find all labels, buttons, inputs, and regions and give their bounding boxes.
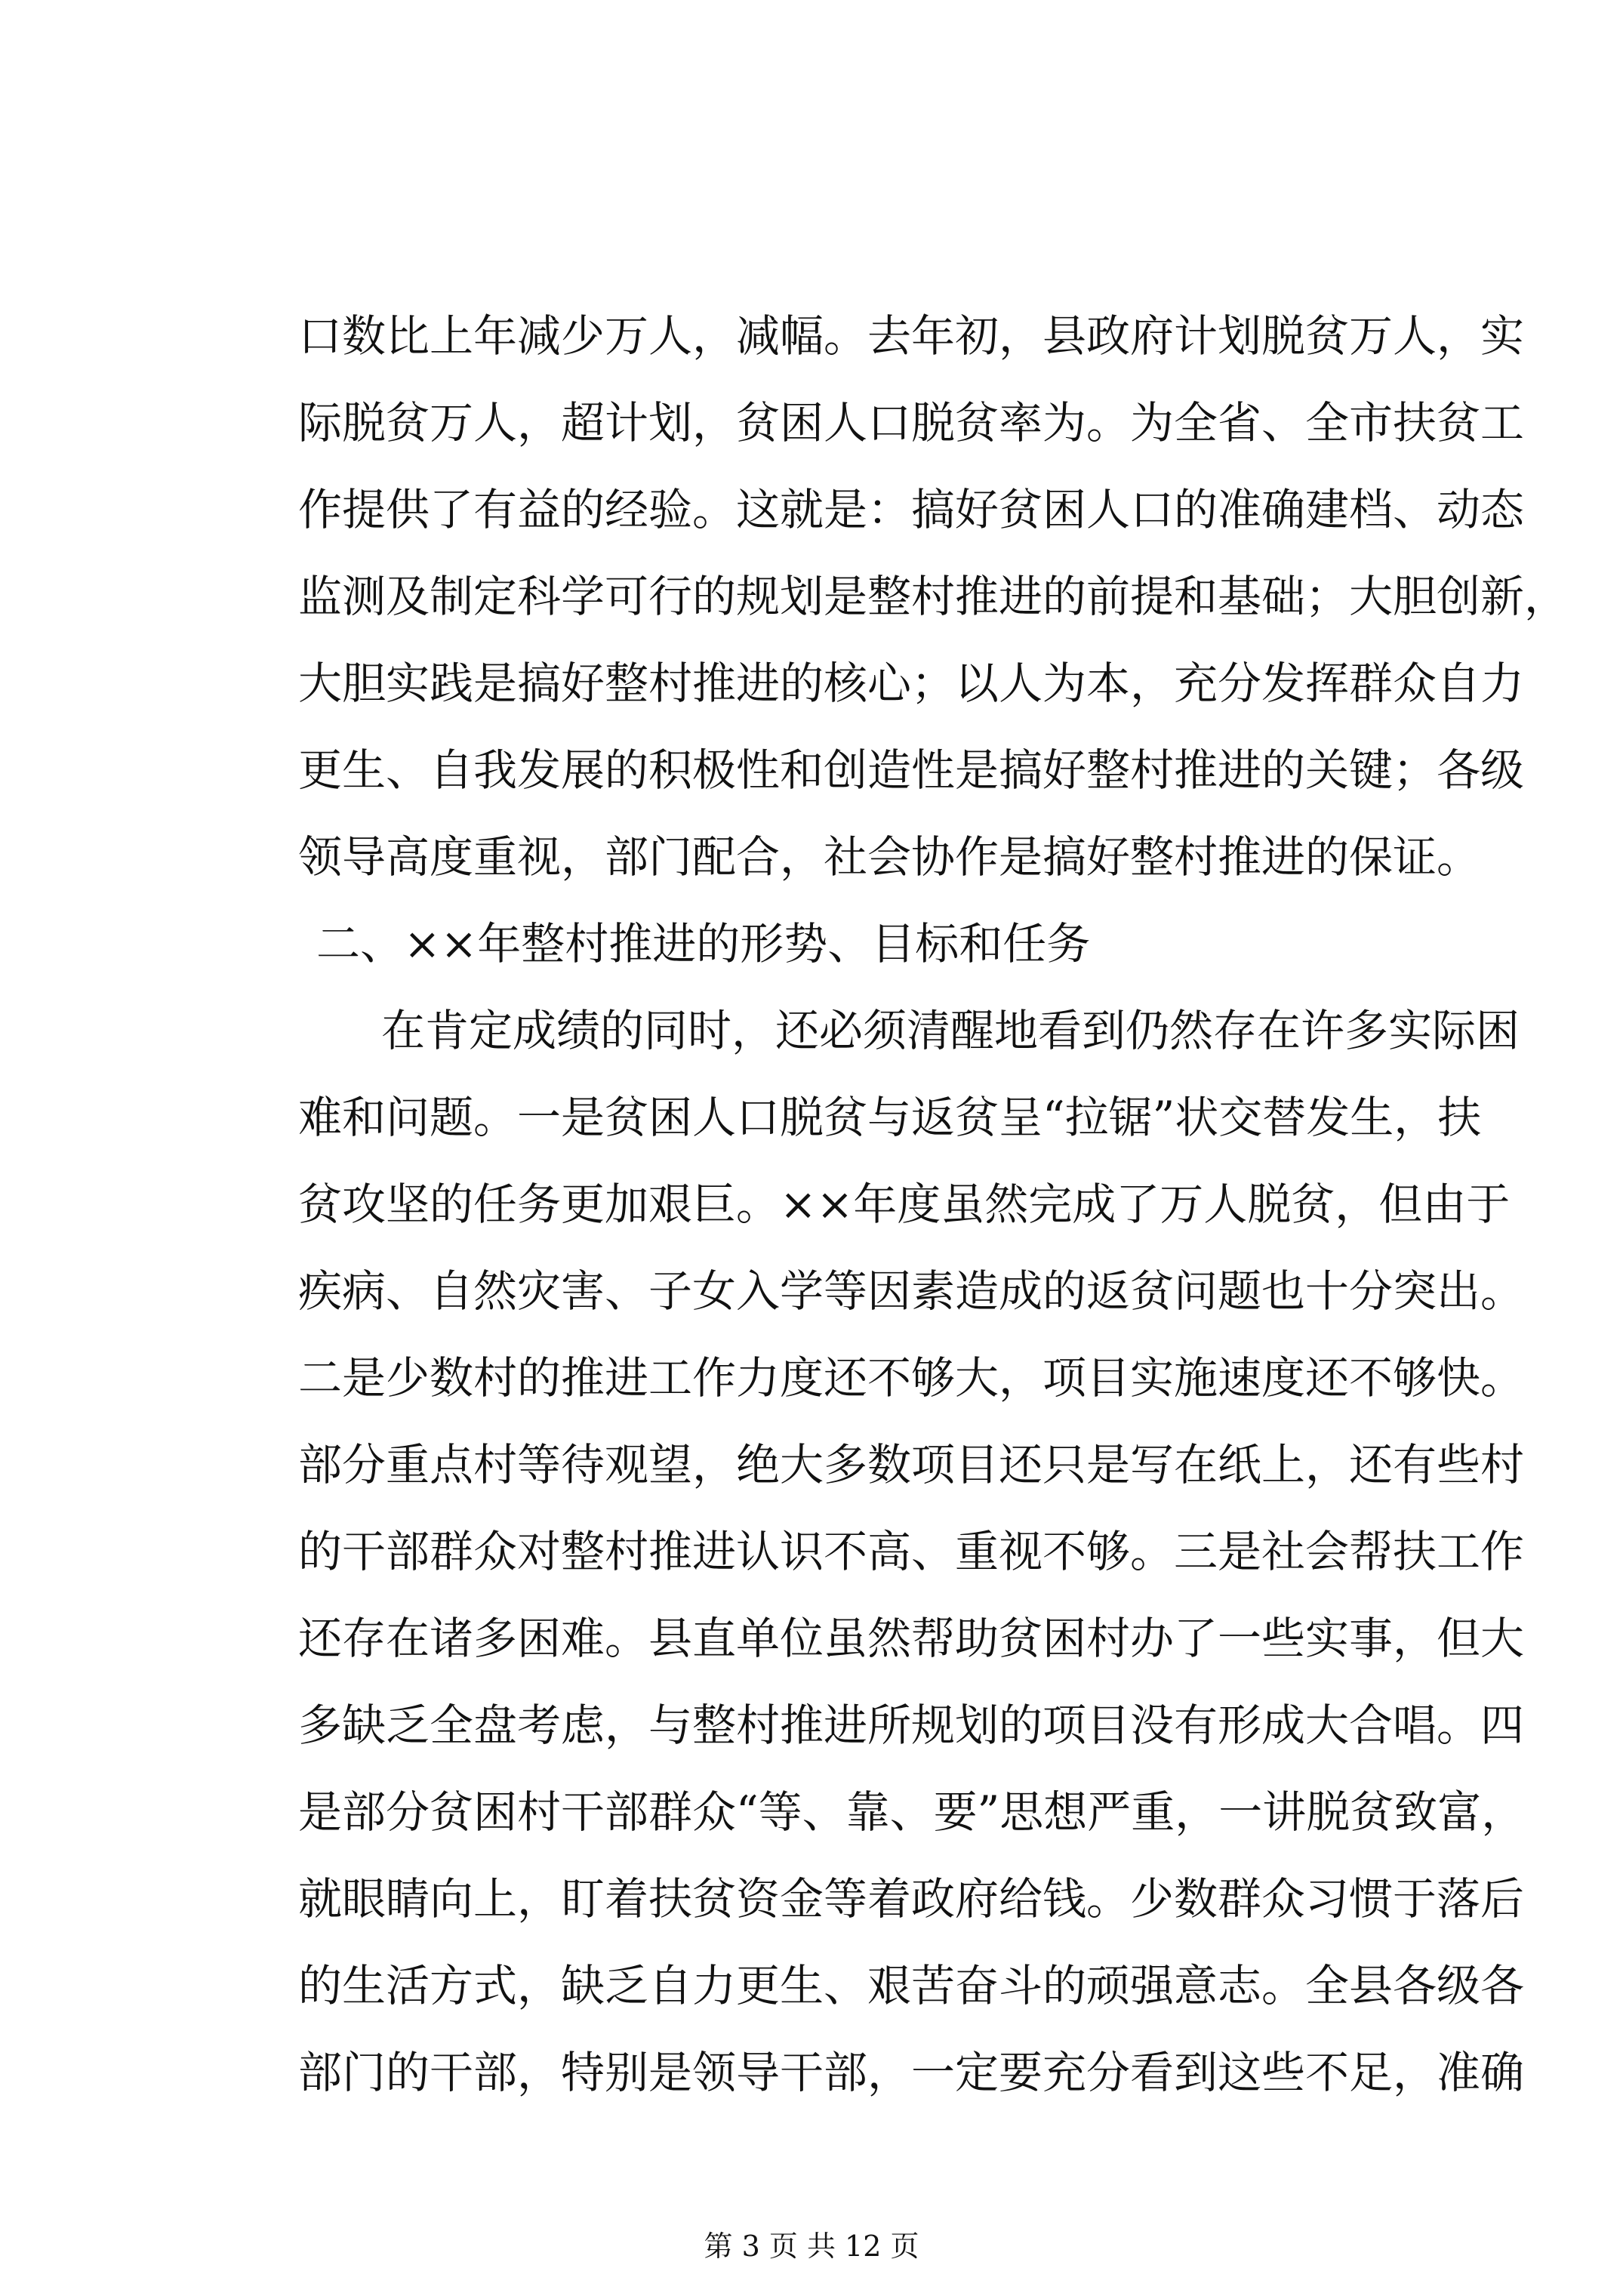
- text-line: 大胆实践是搞好整村推进的核心；以人为本，充分发挥群众自力: [298, 658, 1525, 709]
- text-line: 疾病、自然灾害、子女入学等因素造成的返贫问题也十分突出。: [298, 1265, 1525, 1317]
- text-line: 监测及制定科学可行的规划是整村推进的前提和基础；大胆创新，: [298, 571, 1569, 622]
- text-line: 就眼睛向上，盯着扶贫资金等着政府给钱。少数群众习惯于落后: [298, 1873, 1525, 1925]
- text-line: 部门的干部，特别是领导干部，一定要充分看到这些不足，准确: [298, 2047, 1525, 2098]
- text-line: 多缺乏全盘考虑，与整村推进所规划的项目没有形成大合唱。四: [298, 1700, 1525, 1751]
- text-line: 领导高度重视，部门配合，社会协作是搞好整村推进的保证。: [298, 831, 1481, 883]
- section-heading: 二、××年整村推进的形势、目标和任务: [316, 918, 1091, 969]
- body-text: [298, 293, 1569, 2116]
- text-line: 作提供了有益的经验。这就是：搞好贫困人口的准确建档、动态: [298, 484, 1525, 535]
- text-line: 难和问题。一是贫困人口脱贫与返贫呈“拉锯”状交替发生，扶: [298, 1092, 1482, 1143]
- text-line: 更生、自我发展的积极性和创造性是搞好整村推进的关键；各级: [298, 744, 1525, 796]
- text-line: 的干部群众对整村推进认识不高、重视不够。三是社会帮扶工作: [298, 1526, 1525, 1577]
- text-line: 贫攻坚的任务更加艰巨。××年度虽然完成了万人脱贫，但由于: [298, 1179, 1511, 1230]
- text-line: 在肯定成绩的同时，还必须清醒地看到仍然存在许多实际困: [381, 1005, 1520, 1056]
- page-footer: 第 3 页 共 12 页: [704, 2230, 919, 2263]
- text-line: 部分重点村等待观望，绝大多数项目还只是写在纸上，还有些村: [298, 1439, 1525, 1490]
- text-line: 二是少数村的推进工作力度还不够大，项目实施速度还不够快。: [298, 1352, 1525, 1404]
- text-line: 是部分贫困村干部群众“等、靠、要”思想严重，一讲脱贫致富，: [298, 1786, 1526, 1838]
- text-line: 还存在诸多困难。县直单位虽然帮助贫困村办了一些实事，但大: [298, 1613, 1525, 1664]
- text-line: 口数比上年减少万人，减幅。去年初，县政府计划脱贫万人，实: [298, 310, 1525, 362]
- text-line: 际脱贫万人，超计划，贫困人口脱贫率为。为全省、全市扶贫工: [298, 397, 1525, 448]
- text-line: 的生活方式，缺乏自力更生、艰苦奋斗的顽强意志。全县各级各: [298, 1960, 1525, 2011]
